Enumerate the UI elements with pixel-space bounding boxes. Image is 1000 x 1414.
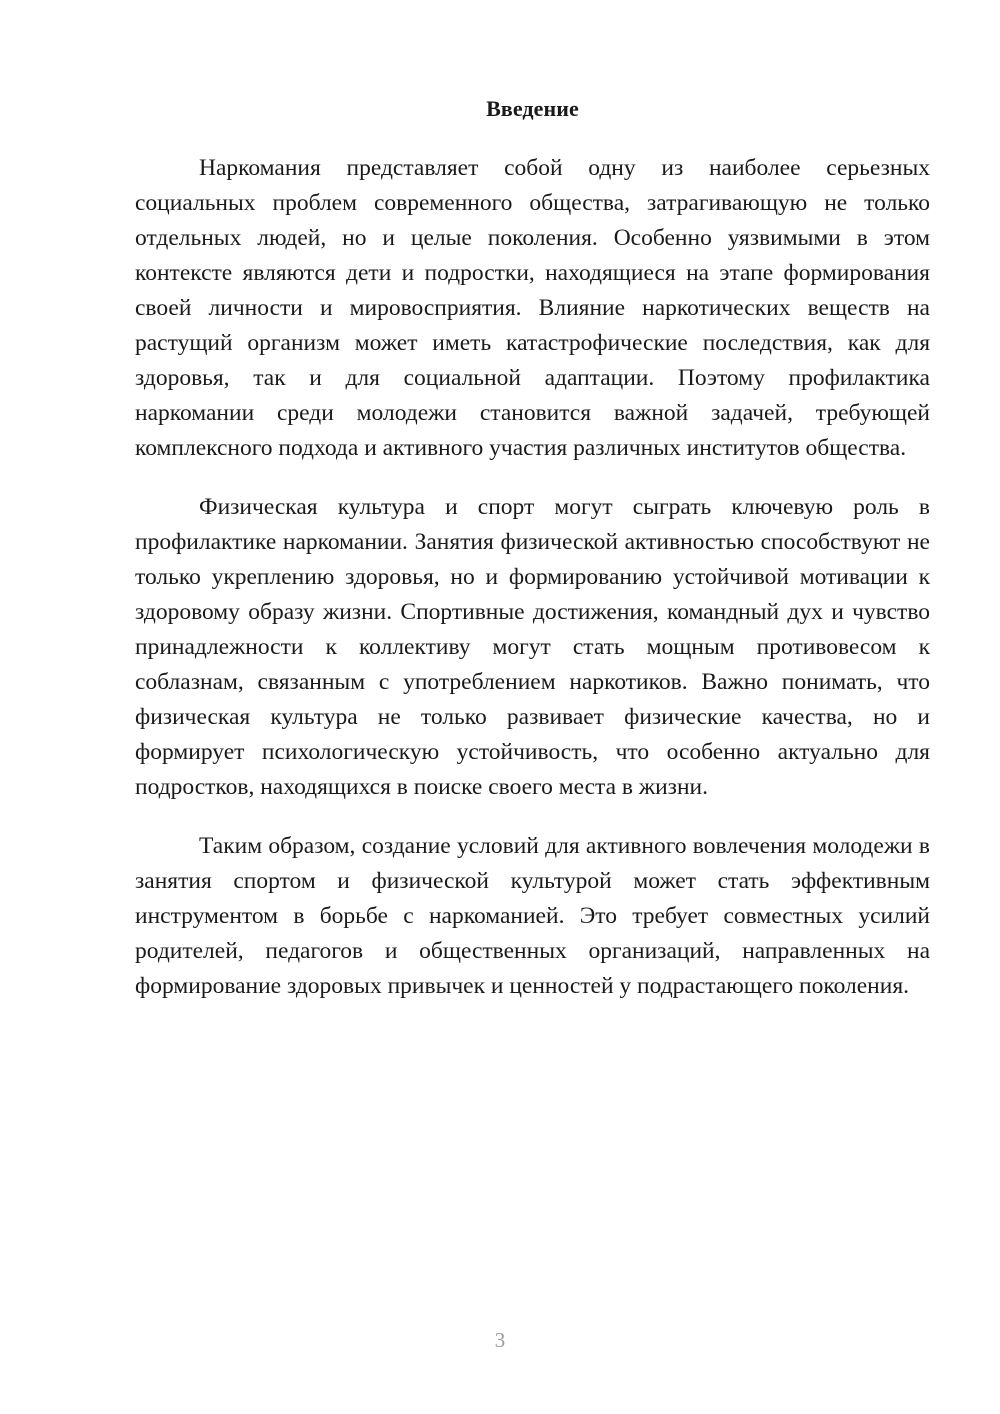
body-paragraph: Таким образом, создание условий для активного вовлечения молодежи в занятия спортом и физической культурой может стать эффективным инструментом в борьбе с наркоманией. Это требует совместных усилий родителей, педагогов и общественных организаций, направленных на формирование здоровых привычек и ценностей у подрастающего поколения. bbox=[135, 833, 930, 999]
body-paragraph: Наркомания представляет собой одну из наиболее серьезных социальных проблем современного общества, затрагивающую не только отдельных людей, но и целые поколения. Особенно уязвимыми в этом контексте являются дети и подростки, находящиеся на этапе формирования своей личности и мировосприятия. Влияние наркотических веществ на растущий организм может иметь катастрофические последствия, как для здоровья, так и для социальной адаптации. Поэтому профилактика наркомании среди молодежи становится важной задачей, требующей комплексного подхода и активного участия различных институтов общества. bbox=[135, 155, 930, 461]
page-number: 3 bbox=[494, 1328, 506, 1352]
page-content bbox=[135, 0, 930, 1004]
page-title: Введение bbox=[486, 96, 579, 121]
body-paragraph: Физическая культура и спорт могут сыграть ключевую роль в профилактике наркомании. Занятия физической активностью способствуют не только укреплению здоровья, но и формированию устойчивой мотивации к здоровому образу жизни. Спортивные достижения, командный дух и чувство принадлежности к коллективу могут стать мощным противовесом к соблазнам, связанным с употреблением наркотиков. Важно понимать, что физическая культура не только развивает физические качества, но и формирует психологическую устойчивость, что особенно актуально для подростков, находящихся в поиске своего места в жизни. bbox=[135, 494, 930, 800]
